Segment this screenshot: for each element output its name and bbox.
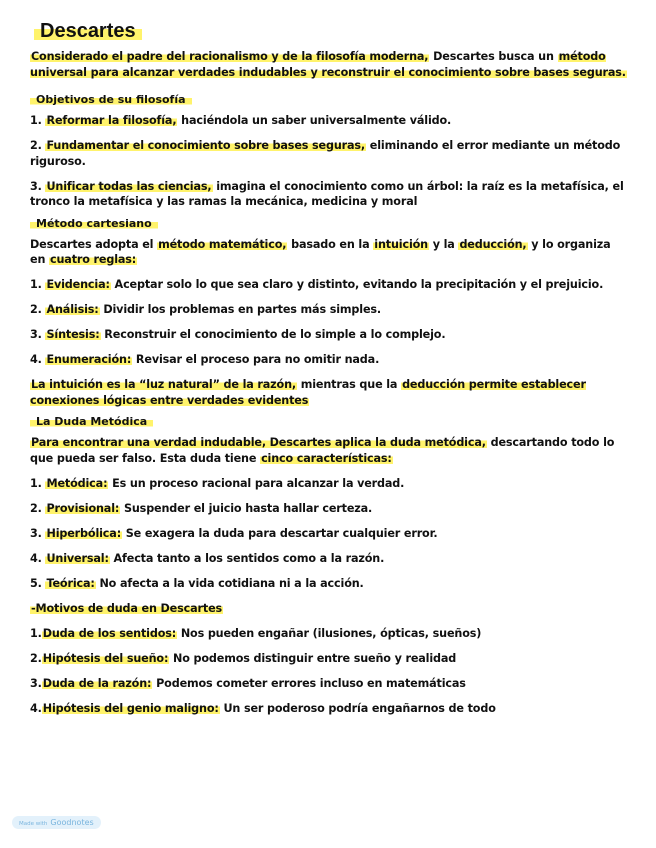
list-item: 1. Reformar la filosofía, haciéndola un saber universalmente válido. — [30, 114, 452, 127]
list-item: 3. Hiperbólica: Se exagera la duda para descartar cualquier error. — [30, 526, 438, 540]
list-item: 2.Hipótesis del sueño: No podemos distinguir entre sueño y realidad — [30, 651, 457, 665]
duda-intro: Para encontrar una verdad indudable, Descartes aplica la duda metódica, descartando todo lo que pueda ser falso. Esta duda tiene cinco características: — [30, 436, 615, 465]
metodo-closing: La intuición es la “luz natural” de la razón, mientras que la deducción permite establecer conexiones lógicas entre verdades evidentes — [30, 378, 586, 407]
section-heading-duda: La Duda Metódica — [30, 415, 153, 428]
list-item: 3. Síntesis: Reconstruir el conocimiento de lo simple a lo complejo. — [30, 328, 446, 341]
intro-paragraph: Considerado el padre del racionalismo y de la filosofía moderna, Descartes busca un método universal para alcanzar verdades indudables y reconstruir el conocimiento sobre bases seguras. — [30, 50, 626, 79]
section-heading-objetivos: Objetivos de su filosofía — [30, 93, 192, 106]
list-item: 4. Universal: Afecta tanto a los sentidos como a la razón. — [30, 551, 385, 565]
list-item: 4. Enumeración: Revisar el proceso para no omitir nada. — [30, 353, 380, 366]
list-item: 1. Metódica: Es un proceso racional para alcanzar la verdad. — [30, 476, 405, 490]
list-item: 2. Análisis: Dividir los problemas en partes más simples. — [30, 303, 381, 316]
list-item: 4.Hipótesis del genio maligno: Un ser poderoso podría engañarnos de todo — [30, 701, 496, 715]
list-item: 1.Duda de los sentidos: Nos pueden engañar (ilusiones, ópticas, sueños) — [30, 626, 482, 640]
list-item: 3.Duda de la razón: Podemos cometer errores incluso en matemáticas — [30, 676, 466, 690]
list-item: 2. Provisional: Suspender el juicio hasta hallar certeza. — [30, 501, 373, 515]
motivos-heading: -Motivos de duda en Descartes — [31, 601, 223, 615]
goodnotes-watermark: Made with Goodnotes — [12, 816, 101, 829]
metodo-intro: Descartes adopta el método matemático, basado en la intuición y la deducción, y lo organiza en cuatro reglas: — [30, 237, 611, 266]
list-item: 3. Unificar todas las ciencias, imagina el conocimiento como un árbol: la raíz es la metafísica, el tronco la metafísica y las ramas la mecánica, medicina y moral — [30, 179, 624, 208]
list-item: 1. Evidencia: Aceptar solo lo que sea claro y distinto, evitando la precipitación y el prejuicio. — [30, 278, 604, 291]
list-item: 2. Fundamentar el conocimiento sobre bases seguras, eliminando el error mediante un método riguroso. — [30, 139, 621, 168]
list-item: 5. Teórica: No afecta a la vida cotidiana ni a la acción. — [30, 576, 364, 590]
page-title: Descartes — [34, 20, 142, 43]
note-page — [30, 20, 628, 726]
section-heading-metodo: Método cartesiano — [30, 217, 158, 230]
